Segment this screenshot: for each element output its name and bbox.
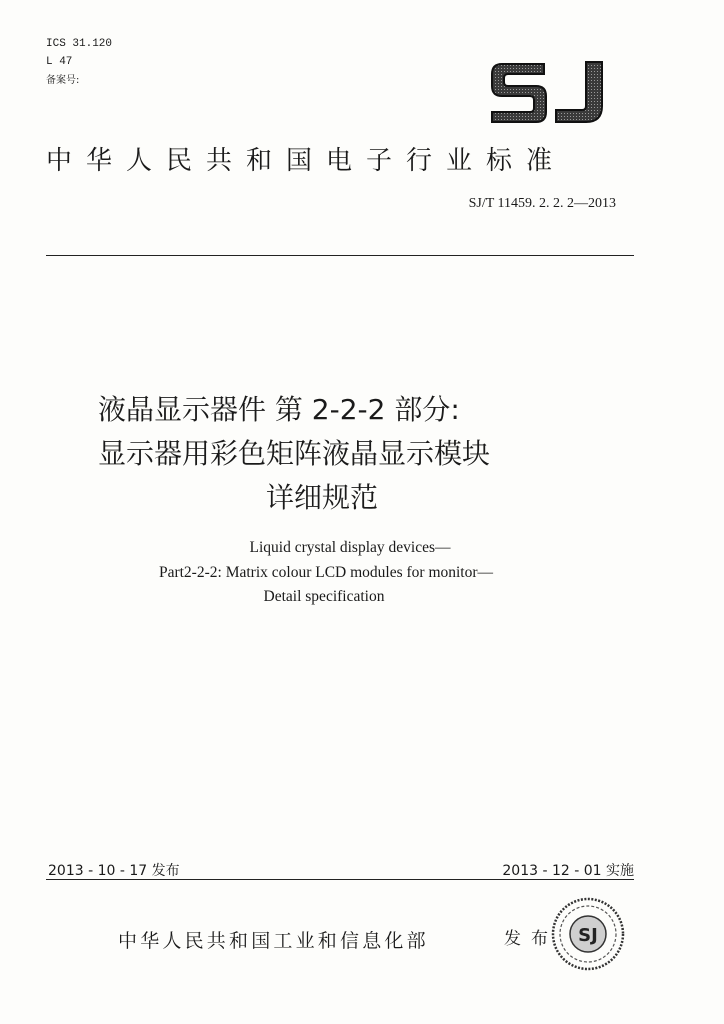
english-title-line2: Part2-2-2: Matrix colour LCD modules for monitor— xyxy=(158,564,494,581)
issued-label: 发布 xyxy=(504,929,558,949)
official-seal xyxy=(550,896,626,972)
english-title-line1: Liquid crystal display devices— xyxy=(249,539,451,556)
date-divider xyxy=(46,879,634,880)
sj-logo xyxy=(486,56,610,128)
ics-code: ICS 31.120 xyxy=(46,38,113,50)
implementation-date: 2013 - 12 - 01 实施 xyxy=(502,863,634,879)
standard-number: SJ/T 11459. 2. 2. 2—2013 xyxy=(468,196,616,211)
header-divider xyxy=(46,255,634,256)
chinese-title-line3: 详细规范 xyxy=(265,481,378,514)
english-title-line3: Detail specification xyxy=(263,588,385,605)
issuing-authority: 中华人民共和国工业和信息化部 xyxy=(118,930,429,952)
issue-date: 2013 - 10 - 17 发布 xyxy=(48,863,180,879)
classification-code: L 47 xyxy=(46,56,73,68)
seal-mark: SJ xyxy=(578,925,598,946)
organization-standard-title: 中华人民共和国电子行业标准 xyxy=(46,146,567,176)
filing-number-label: 备案号: xyxy=(46,75,80,86)
chinese-title-line2: 显示器用彩色矩阵液晶显示模块 xyxy=(98,437,491,470)
chinese-title-line1: 液晶显示器件 第 2-2-2 部分: xyxy=(98,393,460,426)
